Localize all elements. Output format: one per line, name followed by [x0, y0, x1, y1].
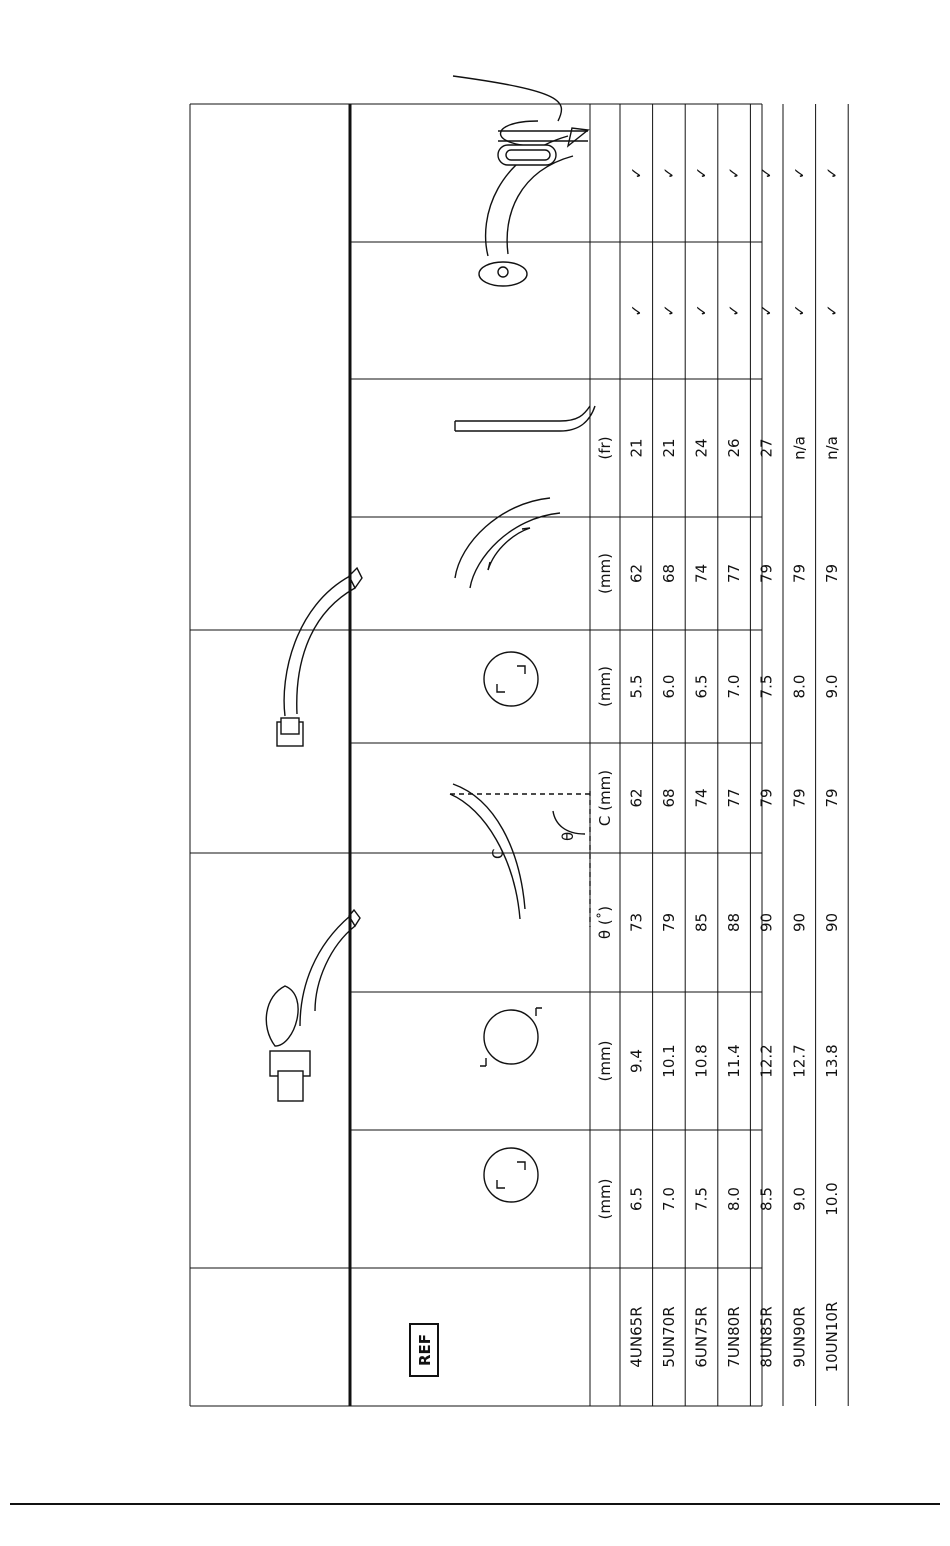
unit-label: C (mm): [596, 769, 614, 827]
check-mark: ✓: [822, 304, 841, 317]
ref-symbol: [410, 1324, 438, 1376]
table-cell-curve-length: 62: [627, 788, 646, 808]
check-mark: ✓: [725, 166, 744, 180]
table-cell-ref: 8UN85R: [757, 1306, 776, 1368]
table-cell-tube-id: 8.0: [725, 1187, 744, 1211]
table-cell-cannula-length: 79: [790, 563, 809, 584]
table-cell-suction: 26: [725, 438, 744, 458]
table-cell-cannula-id: 7.5: [757, 674, 776, 699]
table-cell-angle: 90: [822, 912, 841, 933]
table-cell-curve-length: 77: [725, 788, 744, 808]
table-cell-tube-od: 12.2: [757, 1044, 776, 1078]
unit-label: θ (˚): [596, 905, 614, 940]
table-cell-tube-od: 9.4: [627, 1049, 646, 1073]
table-cell-ref: 10UN10R: [822, 1301, 841, 1373]
table-cell-cannula-length: 79: [757, 563, 776, 584]
outer-diameter-icon: [480, 1008, 542, 1066]
check-mark: ✓: [659, 166, 678, 180]
unit-label: (mm): [596, 1178, 614, 1220]
table-cell-curve-length: 79: [757, 788, 776, 808]
table-cell-tube-id: 9.0: [790, 1187, 809, 1211]
table-cell-ref: 9UN90R: [790, 1306, 809, 1368]
table-cell-cannula-id: 5.5: [627, 674, 646, 699]
table-cell-cannula-id: 6.0: [659, 674, 678, 699]
table-cell-tube-id: 10.0: [822, 1182, 841, 1216]
inner-diameter-icon: [484, 1148, 538, 1202]
table-cell-angle: 79: [659, 912, 678, 933]
check-mark: ✓: [627, 304, 646, 317]
table-cell-cannula-length: 62: [627, 563, 646, 584]
check-mark: ✓: [790, 304, 809, 317]
tracheostomy-tube-icon: [266, 910, 360, 1101]
neck-tie-icon: [453, 76, 588, 165]
table-cell-tube-id: 7.0: [659, 1187, 678, 1211]
table-cell-suction: 27: [757, 438, 776, 458]
table-cell-angle: 88: [725, 912, 744, 933]
check-mark: ✓: [692, 166, 711, 180]
table-cell-tube-od: 12.7: [790, 1044, 809, 1078]
table-cell-angle: 73: [627, 912, 646, 933]
theta-label: θ: [559, 831, 577, 841]
check-mark: ✓: [790, 166, 809, 180]
check-mark: ✓: [725, 304, 744, 317]
table-cell-cannula-id: 6.5: [692, 674, 711, 699]
check-mark: ✓: [757, 304, 776, 317]
table-row: [693, 167, 711, 1368]
table-cell-tube-id: 6.5: [627, 1187, 646, 1211]
table-row: [758, 167, 776, 1368]
table-cell-cannula-id: 8.0: [790, 674, 809, 699]
table-cell-ref: 6UN75R: [692, 1306, 711, 1368]
table-cell-suction: n/a: [822, 436, 841, 460]
table-cell-curve-length: 79: [790, 788, 809, 808]
table-cell-cannula-id: 9.0: [822, 674, 841, 699]
table-cell-tube-od: 10.8: [692, 1044, 711, 1078]
table-cell-tube-od: 13.8: [822, 1044, 841, 1078]
table-cell-cannula-id: 7.0: [725, 674, 744, 699]
check-mark: ✓: [659, 304, 678, 317]
table-cell-ref: 4UN65R: [627, 1306, 646, 1368]
cannula-diameter-icon: [484, 652, 538, 706]
table-row: [627, 167, 645, 1368]
table-cell-suction: 24: [692, 438, 711, 458]
table-cell-tube-od: 11.4: [725, 1044, 744, 1078]
table-cell-cannula-length: 79: [822, 563, 841, 584]
footer-rule: [10, 1503, 940, 1505]
table-cell-suction: 21: [627, 438, 646, 458]
table-row: [660, 167, 678, 1368]
cannula-length-icon: [455, 498, 560, 588]
check-mark: ✓: [692, 304, 711, 317]
table-cell-tube-od: 10.1: [659, 1044, 678, 1078]
table-cell-angle: 85: [692, 912, 711, 933]
table-cell-angle: 90: [790, 912, 809, 933]
curve-label: C: [489, 848, 507, 859]
table-cell-curve-length: 74: [692, 788, 711, 808]
unit-label: (mm): [596, 666, 614, 707]
table-row: [725, 167, 743, 1368]
suction-catheter-icon: [455, 406, 595, 431]
angle-curve-diagram: [450, 784, 590, 927]
table-cell-tube-id: 8.5: [757, 1187, 776, 1211]
unit-label: (mm): [596, 1040, 614, 1082]
ref-symbol-text: REF: [416, 1333, 434, 1367]
table-cell-ref: 5UN70R: [659, 1306, 678, 1368]
units-row: [596, 436, 614, 1219]
table-cell-suction: n/a: [790, 436, 809, 460]
table-cell-tube-id: 7.5: [692, 1187, 711, 1211]
table-row: [790, 167, 808, 1368]
table-cell-cannula-length: 68: [659, 563, 678, 584]
table-cell-angle: 90: [757, 912, 776, 933]
table-cell-cannula-length: 77: [725, 563, 744, 584]
table-cell-curve-length: 68: [659, 788, 678, 808]
table-cell-suction: 21: [659, 438, 678, 458]
table-cell-ref: 7UN80R: [725, 1306, 744, 1368]
table-cell-cannula-length: 74: [692, 563, 711, 584]
size-table-svg: [190, 104, 841, 1406]
table-cell-curve-length: 79: [822, 788, 841, 808]
unit-label: (mm): [596, 553, 614, 594]
unit-label: (fr): [596, 436, 614, 460]
size-table: [190, 104, 841, 1406]
table-grid: [190, 104, 848, 1406]
check-mark: ✓: [822, 166, 841, 180]
check-mark: ✓: [627, 166, 646, 180]
data-rows: [627, 167, 841, 1373]
check-mark: ✓: [757, 166, 776, 180]
table-row: [823, 167, 841, 1373]
